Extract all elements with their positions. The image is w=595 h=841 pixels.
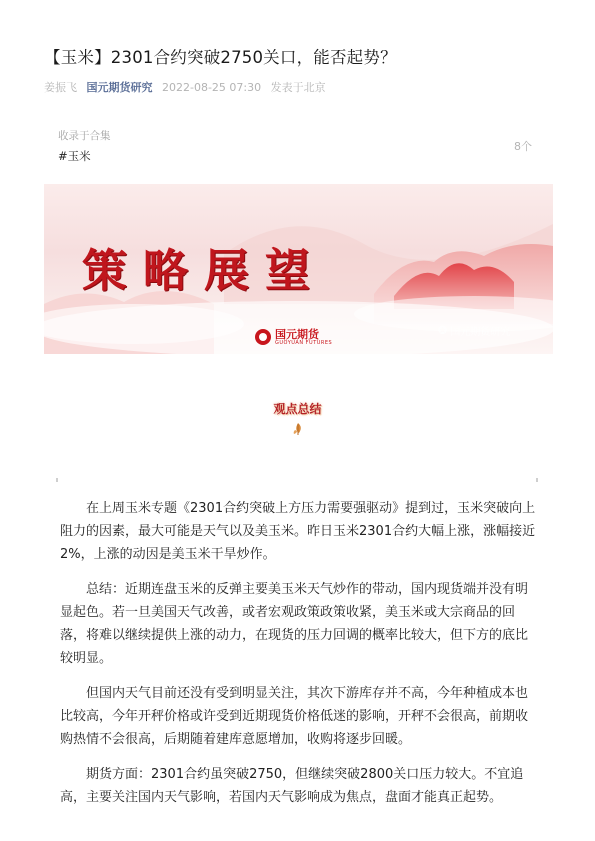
logo-subtitle: GUOYUAN FUTURES (275, 339, 333, 346)
company-logo (255, 326, 332, 348)
watermark (438, 323, 510, 338)
article-title: 【玉米】2301合约突破2750关口，能否起势？ (44, 48, 397, 67)
author-name: 姜振飞 (44, 81, 77, 94)
watermark-text: 国元期货研究 (450, 327, 511, 338)
divider-mark-left (56, 478, 58, 482)
logo-name: 国元期货 (275, 327, 319, 341)
section-title-text: 观点总结 (273, 402, 322, 416)
banner-headline: 策略展望 (82, 244, 327, 297)
collection-tag[interactable]: #玉米 (58, 149, 91, 163)
paragraph-1: 在上周玉米专题《2301合约突破上方压力需要强驱动》提到过，玉米突破向上阻力的因素，最大可能是天气以及美玉米。昨日玉米2301合约大幅上涨，涨幅接近2%，上涨的动因是美玉米干旱炒作。 (60, 501, 536, 562)
collection-count: 8个 (514, 140, 532, 153)
leaf-icon (292, 421, 304, 440)
publish-time: 2022-08-25 07:30 (162, 81, 262, 94)
paragraph-3: 但国内天气目前还没有受到明显关注，其次下游库存并不高，今年种植成本也比较高，今年开秤价格或许受到近期现货价格低迷的影响，开秤不会很高，前期收购热情不会很高，后期随着建库意愿增加，收购将逐步回暖。 (60, 686, 529, 747)
divider-mark-right (536, 478, 538, 482)
banner-image (44, 184, 553, 354)
account-name-link[interactable]: 国元期货研究 (86, 81, 153, 94)
collection-label: 收录于合集 (58, 130, 111, 142)
article-meta (44, 79, 332, 95)
wechat-icon: ✪ (438, 324, 448, 337)
paragraph-4: 期货方面：2301合约虽突破2750，但继续突破2800关口压力较大。不宜追高，主要关注国内天气影响，若国内天气影响成为焦点，盘面才能真正起势。 (60, 767, 524, 805)
collection-card[interactable] (58, 128, 536, 164)
logo-icon (255, 329, 271, 345)
publish-location: 发表于北京 (270, 81, 326, 94)
section-title (0, 398, 595, 417)
paragraph-2: 总结：近期连盘玉米的反弹主要美玉米天气炒作的带动，国内现货端并没有明显起色。若一旦美国天气改善，或者宏观政策政策收紧，美玉米或大宗商品的回落，将难以继续提供上涨的动力，在现货的压力回调的概率比较大，但下方的底比较明显。 (60, 582, 529, 666)
